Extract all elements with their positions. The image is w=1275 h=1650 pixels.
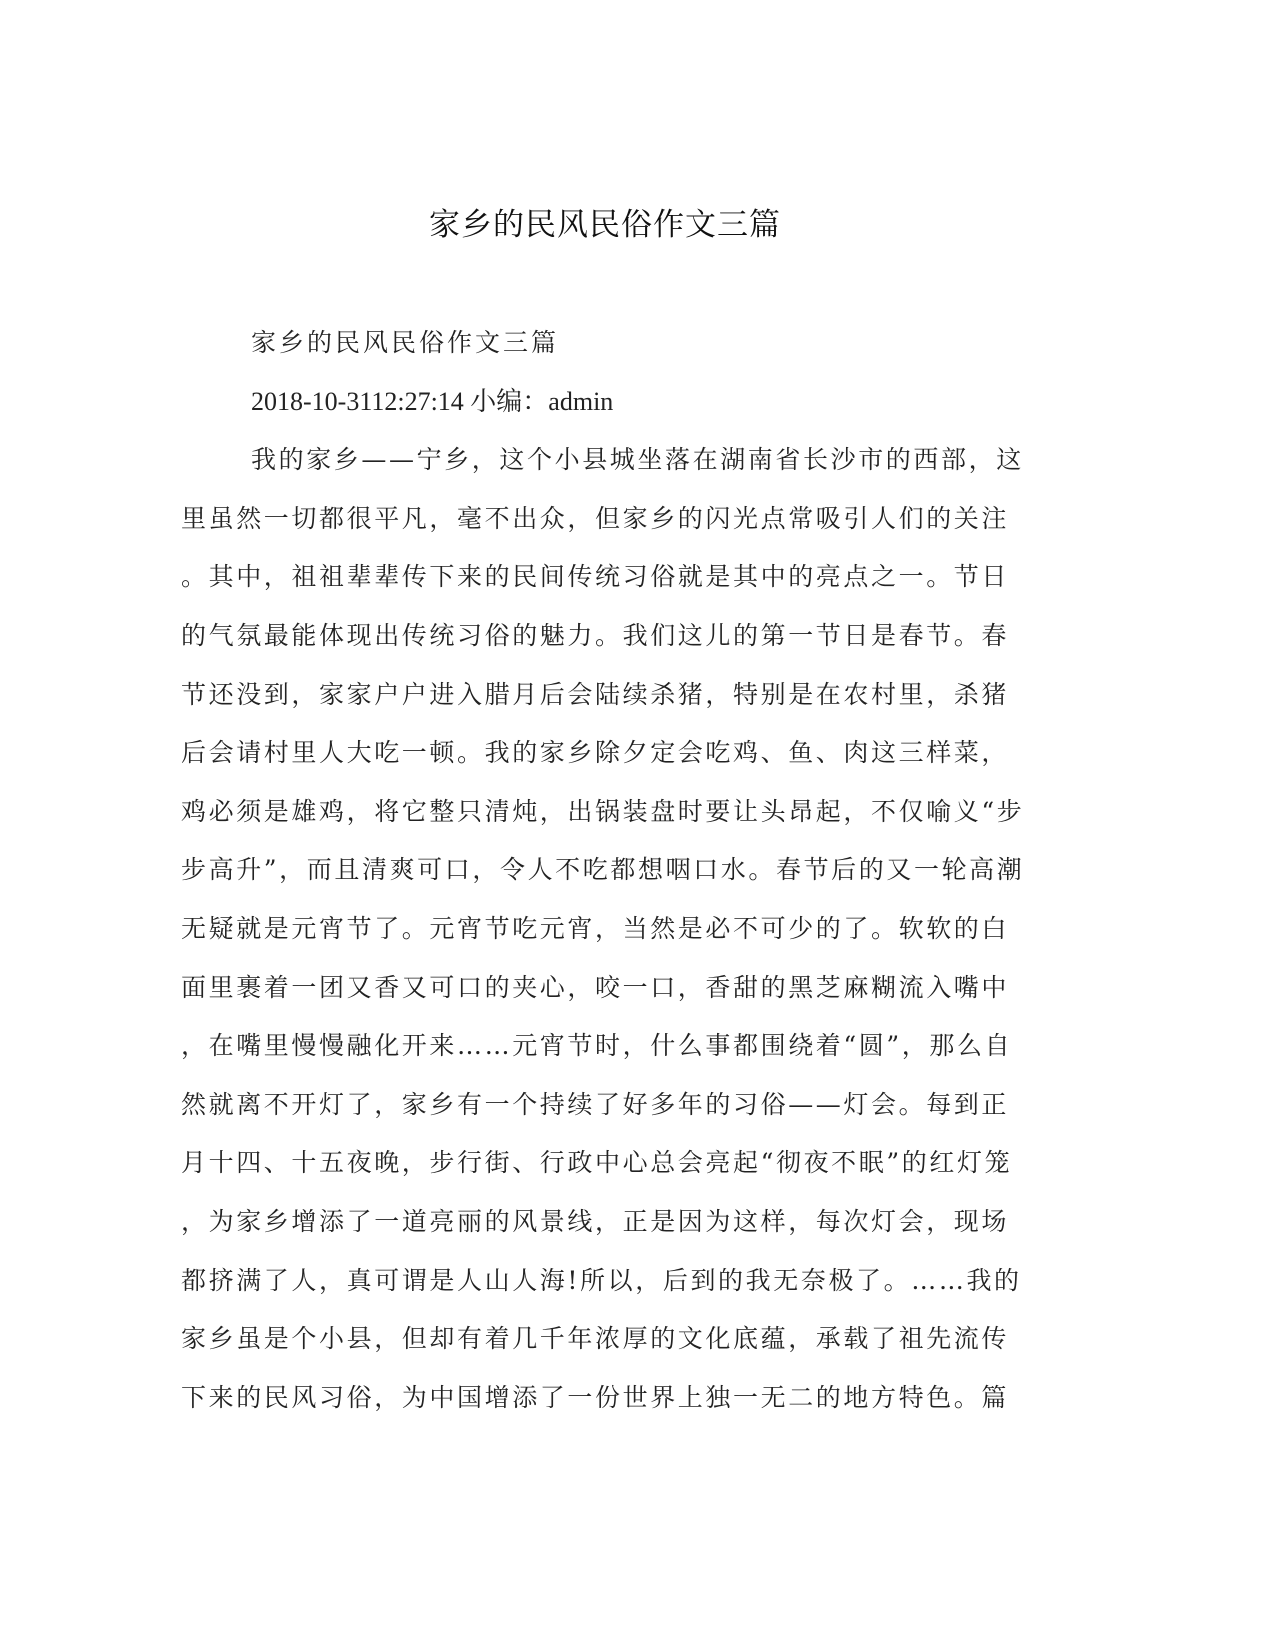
document-subtitle: 家乡的民风民俗作文三篇: [251, 328, 560, 357]
paragraph-line: 后会请村里人大吃一顿。我的家乡除夕定会吃鸡、鱼、肉这三样菜，: [181, 738, 1010, 768]
paragraph-line: 节还没到，家家户户进入腊月后会陆续杀猪，特别是在农村里，杀猪: [181, 679, 1010, 709]
paragraph-line: 都挤满了人，真可谓是人山人海!所以，后到的我无奈极了。……我的: [181, 1265, 1022, 1295]
document-meta: 2018-10-3112:27:14 小编：admin: [251, 386, 614, 416]
paragraph-line: 家乡虽是个小县，但却有着几千年浓厚的文化底蕴，承载了祖先流传: [181, 1324, 1010, 1354]
paragraph-line: 。其中，祖祖辈辈传下来的民间传统习俗就是其中的亮点之一。节日: [181, 562, 1010, 592]
paragraph-line: ，为家乡增添了一道亮丽的风景线，正是因为这样，每次灯会，现场: [181, 1206, 1010, 1236]
document-title: 家乡的民风民俗作文三篇: [429, 207, 781, 243]
paragraph-line: 下来的民风习俗，为中国增添了一份世界上独一无二的地方特色。篇: [181, 1382, 1010, 1412]
paragraph-line: 里虽然一切都很平凡，毫不出众，但家乡的闪光点常吸引人们的关注: [181, 503, 1010, 533]
paragraph-line: 月十四、十五夜晚，步行街、行政中心总会亮起“彻夜不眠”的红灯笼: [181, 1148, 1013, 1178]
paragraph-line: 鸡必须是雄鸡，将它整只清炖，出锅装盘时要让头昂起，不仅喻义“步: [181, 796, 1025, 826]
paragraph-line: 面里裹着一团又香又可口的夹心，咬一口，香甜的黑芝麻糊流入嘴中: [181, 972, 1010, 1002]
paragraph-line: ，在嘴里慢慢融化开来……元宵节时，什么事都围绕着“圆”，那么自: [181, 1031, 1013, 1061]
paragraph-line: 无疑就是元宵节了。元宵节吃元宵，当然是必不可少的了。软软的白: [181, 913, 1010, 943]
paragraph-line: 然就离不开灯了，家乡有一个持续了好多年的习俗——灯会。每到正: [181, 1089, 1010, 1119]
paragraph-line: 我的家乡——宁乡，这个小县城坐落在湖南省长沙市的西部，这: [251, 445, 1024, 475]
paragraph-line: 的气氛最能体现出传统习俗的魅力。我们这儿的第一节日是春节。春: [181, 620, 1010, 650]
paragraph-line: 步高升”，而且清爽可口，令人不吃都想咽口水。春节后的又一轮高潮: [181, 855, 1025, 885]
document-body: [181, 314, 1031, 1427]
